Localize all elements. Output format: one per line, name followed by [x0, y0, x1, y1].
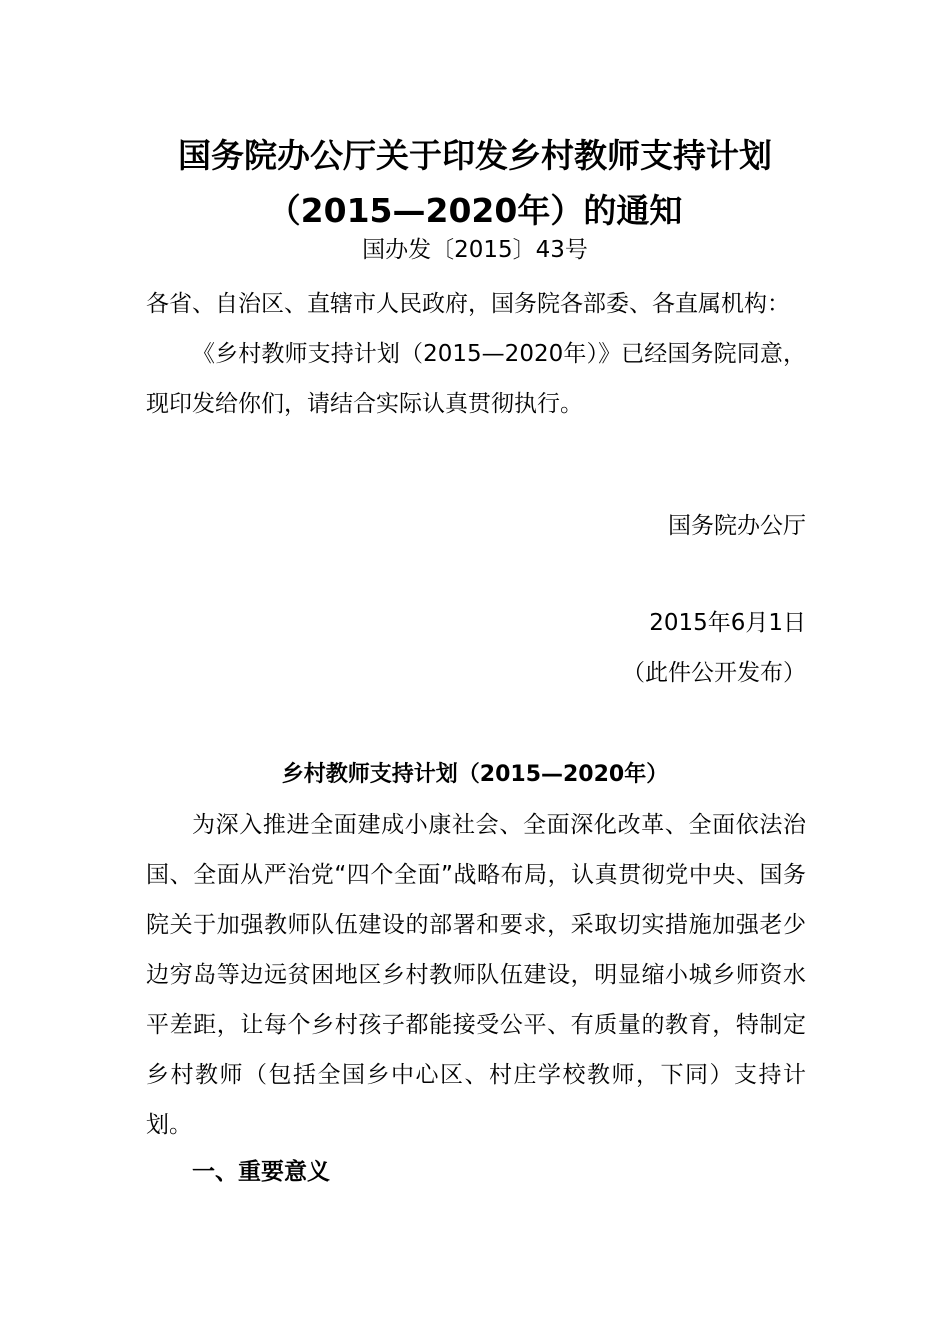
notice-body: [146, 279, 806, 429]
addressee: 各省、自治区、直辖市人民政府，国务院各部委、各直属机构：: [146, 291, 790, 317]
publication-note: （此件公开发布）: [622, 660, 806, 686]
issue-date: 2015年6月1日: [649, 610, 806, 636]
document-title-line-2: （2015—2020年）的通知: [267, 191, 683, 230]
plan-body: [146, 800, 806, 1150]
issuer: 国务院办公厅: [668, 513, 806, 539]
document-number: 国办发〔2015〕43号: [362, 237, 588, 263]
notice-paragraph: 《乡村教师支持计划（2015—2020年）》已经国务院同意，现印发给你们，请结合实际认真贯彻执行。: [146, 341, 806, 417]
section-heading: 一、重要意义: [192, 1159, 330, 1185]
date-block: [146, 598, 806, 698]
signature-block: [146, 501, 806, 551]
document-title-line-1: 国务院办公厅关于印发乡村教师支持计划: [178, 136, 772, 175]
plan-intro-paragraph: 为深入推进全面建成小康社会、全面深化改革、全面依法治国、全面从严治党“四个全面”战略布局，认真贯彻党中央、国务院关于加强教师队伍建设的部署和要求，采取切实措施加强老少边穷岛等边远贫困地区乡村教师队伍建设，明显缩小城乡师资水平差距，让每个乡村孩子都能接受公平、有质量的教育，特制定乡村教师（包括全国乡中心区、村庄学校教师，下同）支持计划。: [146, 812, 806, 1138]
plan-title: 乡村教师支持计划（2015—2020年）: [281, 762, 669, 787]
